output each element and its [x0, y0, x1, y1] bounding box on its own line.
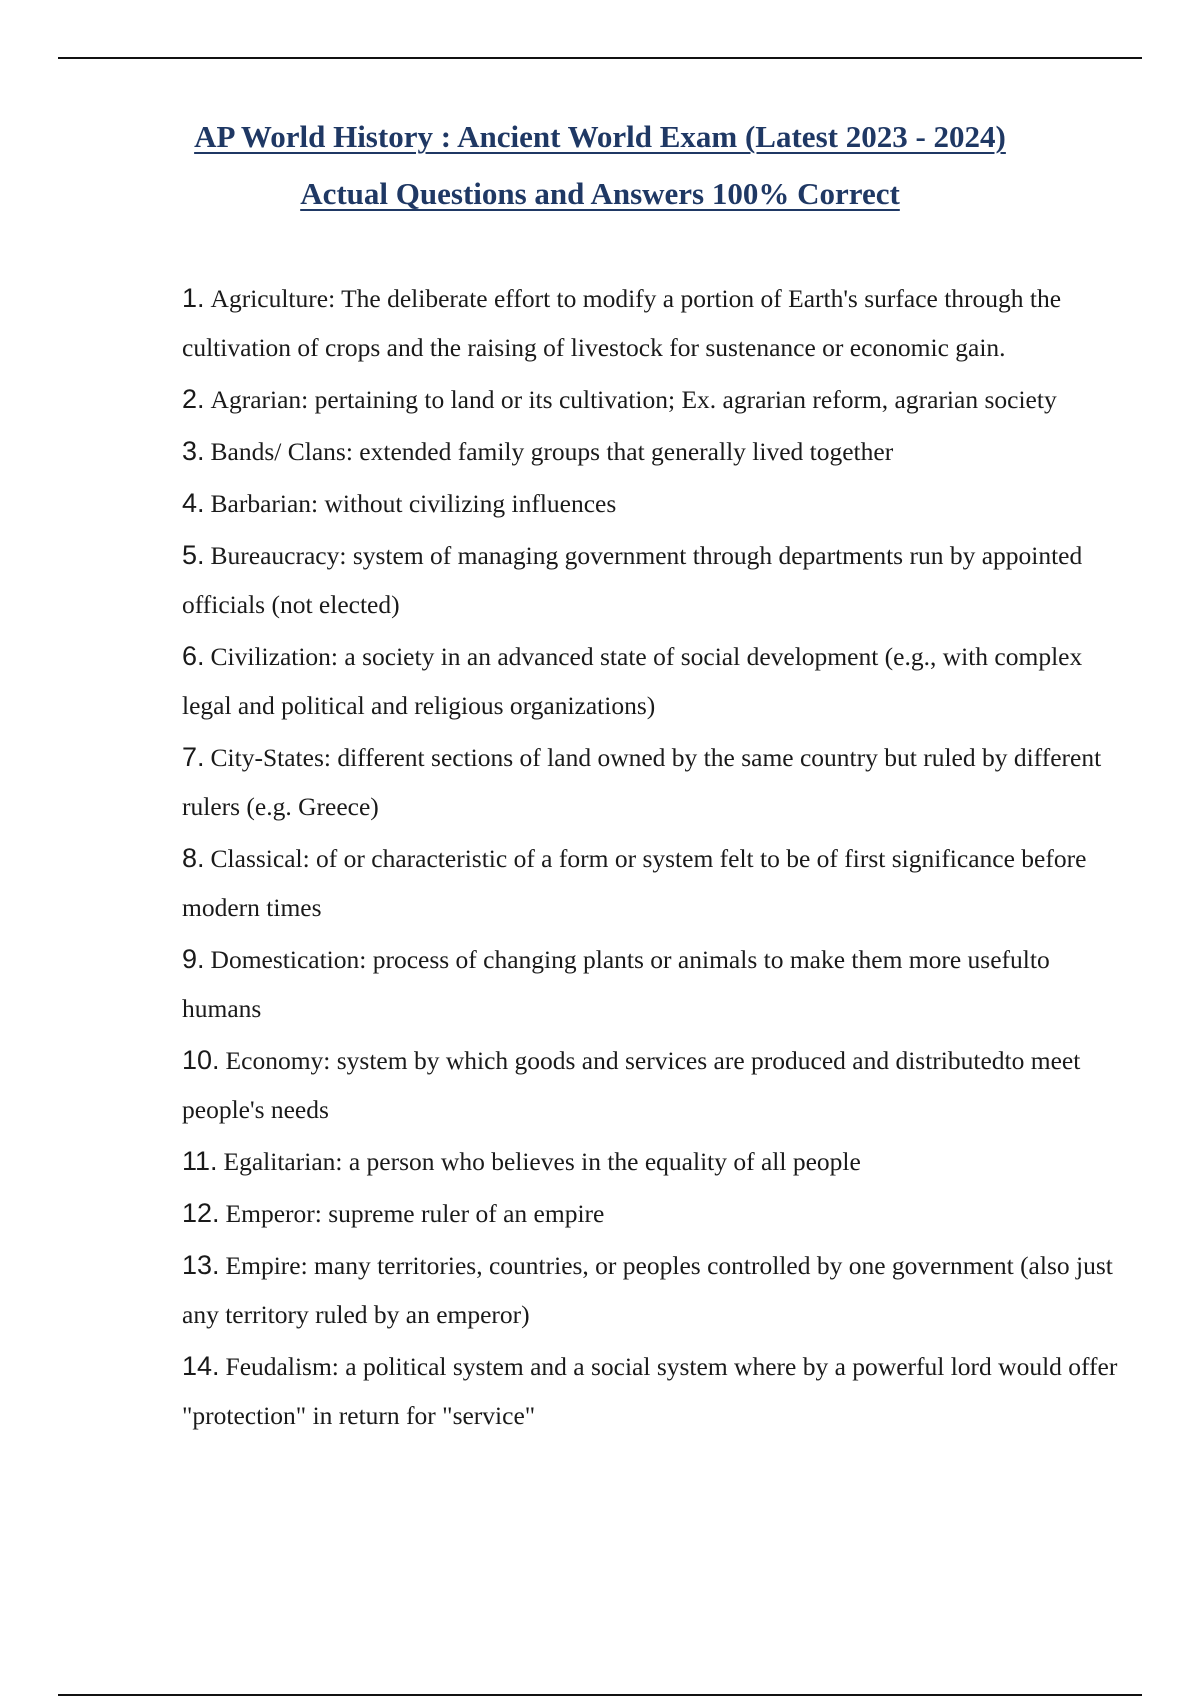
item-number: 13. — [182, 1250, 220, 1280]
title-line-1-text: AP World History : Ancient World Exam (Latest 2023 - 2024) — [194, 119, 1006, 154]
list-item — [182, 1036, 1132, 1134]
list-item — [182, 1342, 1132, 1440]
item-text: Civilization: a society in an advanced state of social development (e.g., with complex legal and political and religious organizations) — [182, 642, 1083, 720]
list-item — [182, 375, 1132, 424]
item-text: Classical: of or characteristic of a form or system felt to be of first significance before modern times — [182, 844, 1087, 922]
item-number: 8. — [182, 843, 205, 873]
list-item — [182, 1241, 1132, 1339]
list-item — [182, 632, 1132, 730]
title-line-2 — [0, 165, 1200, 222]
list-item — [182, 427, 1132, 476]
title-line-2-text: Actual Questions and Answers 100% Correct — [300, 176, 900, 211]
top-rule — [58, 57, 1142, 59]
item-number: 14. — [182, 1351, 220, 1381]
item-text: Bands/ Clans: extended family groups that generally lived together — [210, 437, 894, 466]
item-text: Agrarian: pertaining to land or its cultivation; Ex. agrarian reform, agrarian society — [210, 385, 1057, 414]
item-number: 5. — [182, 540, 205, 570]
item-text: Feudalism: a political system and a social system where by a powerful lord would offer "protection" in return for "service" — [182, 1352, 1118, 1430]
list-item — [182, 834, 1132, 932]
item-text: City-States: different sections of land owned by the same country but ruled by different rulers (e.g. Greece) — [182, 743, 1102, 821]
item-number: 6. — [182, 641, 205, 671]
title-line-1 — [0, 108, 1200, 165]
list-item — [182, 733, 1132, 831]
bottom-rule — [58, 1694, 1142, 1696]
item-text: Egalitarian: a person who believes in the equality of all people — [223, 1147, 861, 1176]
item-number: 12. — [182, 1198, 220, 1228]
item-text: Bureaucracy: system of managing government through departments run by appointed officials (not elected) — [182, 541, 1083, 619]
list-item — [182, 1137, 1132, 1186]
list-item — [182, 935, 1132, 1033]
item-text: Emperor: supreme ruler of an empire — [225, 1199, 605, 1228]
item-number: 9. — [182, 944, 205, 974]
item-number: 11. — [182, 1146, 218, 1176]
list-item — [182, 1189, 1132, 1238]
item-text: Empire: many territories, countries, or peoples controlled by one government (also just any territory ruled by an emperor) — [182, 1251, 1113, 1329]
item-number: 4. — [182, 488, 205, 518]
item-number: 2. — [182, 384, 205, 414]
item-text: Agriculture: The deliberate effort to modify a portion of Earth's surface through the cultivation of crops and the raising of livestock for sustenance or economic gain. — [182, 284, 1062, 362]
item-number: 7. — [182, 742, 205, 772]
item-text: Economy: system by which goods and services are produced and distributedto meet people's needs — [182, 1046, 1081, 1124]
document-title — [0, 108, 1200, 222]
list-item — [182, 531, 1132, 629]
item-text: Barbarian: without civilizing influences — [210, 489, 617, 518]
term-list — [182, 274, 1132, 1443]
item-text: Domestication: process of changing plants or animals to make them more usefulto humans — [182, 945, 1050, 1023]
list-item — [182, 274, 1132, 372]
item-number: 10. — [182, 1045, 220, 1075]
list-item — [182, 479, 1132, 528]
item-number: 1. — [182, 283, 205, 313]
item-number: 3. — [182, 436, 205, 466]
